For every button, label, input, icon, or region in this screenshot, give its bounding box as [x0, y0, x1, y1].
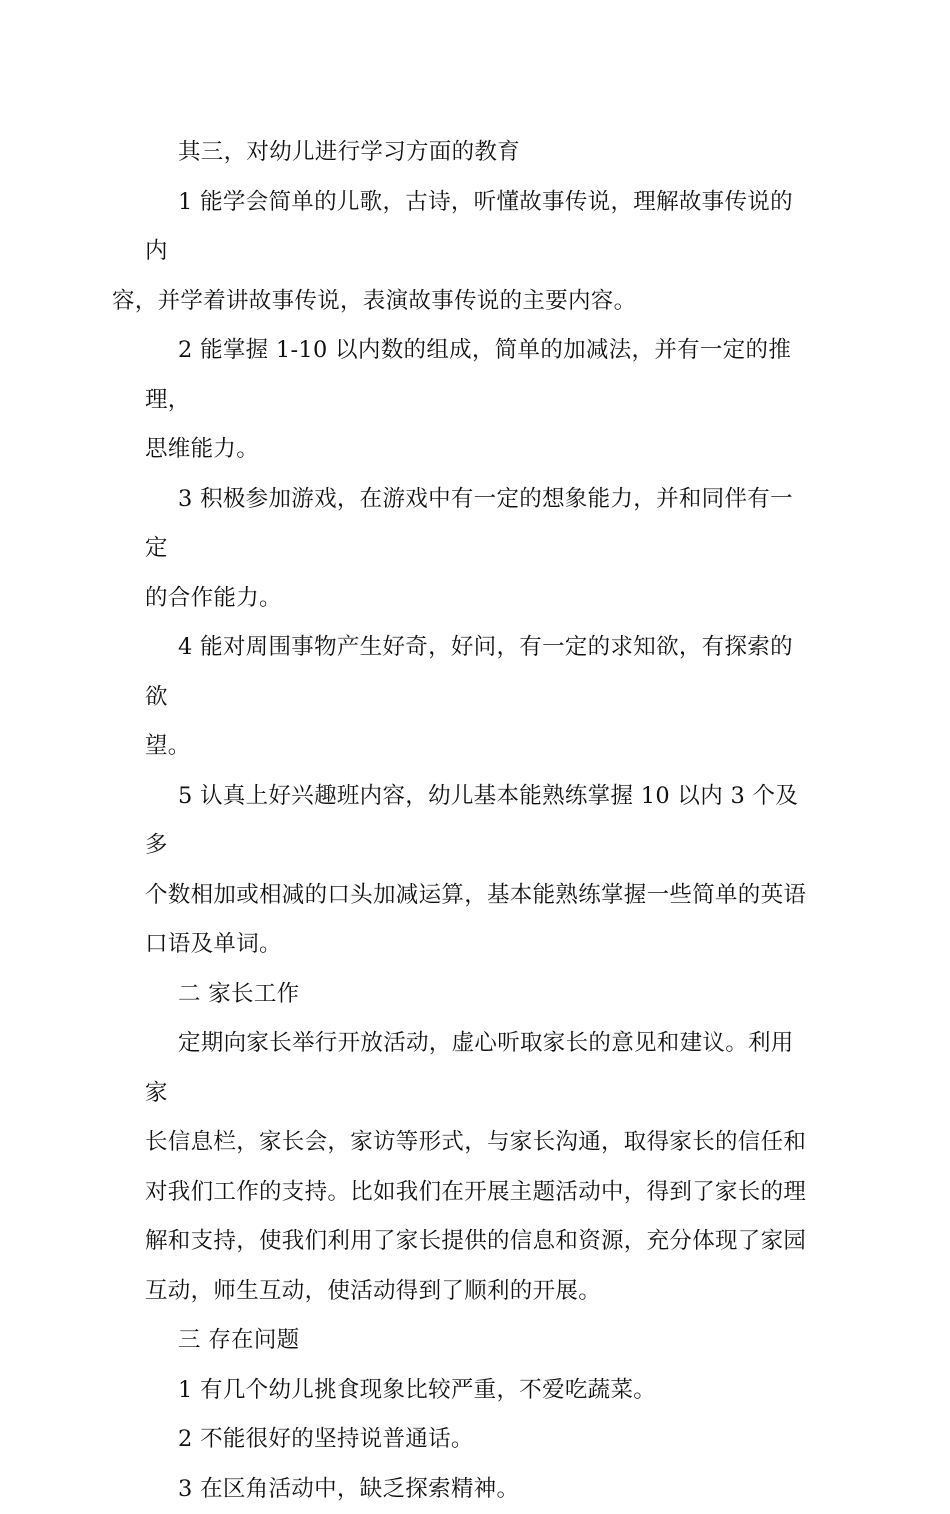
text-line: 4 能对周围事物产生好奇，好问，有一定的求知欲，有探索的欲: [145, 623, 810, 722]
text-line: 对我们工作的支持。比如我们在开展主题活动中，得到了家长的理: [112, 1168, 810, 1218]
heading-existing-problems: [145, 1316, 810, 1366]
text-line: 3 在区角活动中，缺乏探索精神。: [145, 1465, 810, 1514]
text-line: 思维能力。: [112, 425, 810, 475]
paragraph-parent-work: [145, 1019, 810, 1316]
text-line: 二 家长工作: [145, 970, 810, 1020]
text-line: 定期向家长举行开放活动，虚心听取家长的意见和建议。利用家: [145, 1019, 810, 1118]
text-line: 其三，对幼儿进行学习方面的教育: [145, 128, 810, 178]
text-line: 长信息栏，家长会，家访等形式，与家长沟通，取得家长的信任和: [112, 1118, 810, 1168]
text-line: 2 能掌握 1-10 以内数的组成，简单的加减法，并有一定的推理，: [145, 326, 810, 425]
paragraph-item-4-curiosity: [145, 623, 810, 772]
paragraph-section-three-heading: [145, 128, 810, 178]
text-line: 口语及单词。: [112, 920, 810, 970]
paragraph-problem-1: [145, 1366, 810, 1416]
paragraph-problem-2: [145, 1415, 810, 1465]
paragraph-item-5-interest-class: [145, 772, 810, 970]
text-line: 望。: [112, 722, 810, 772]
text-line: 1 有几个幼儿挑食现象比较严重，不爱吃蔬菜。: [145, 1366, 810, 1416]
paragraph-item-1-stories: [145, 178, 810, 327]
text-line: 解和支持，使我们利用了家长提供的信息和资源，充分体现了家园: [112, 1217, 810, 1267]
text-line: 容，并学着讲故事传说，表演故事传说的主要内容。: [112, 277, 810, 327]
heading-parent-work: [145, 970, 810, 1020]
text-line: 个数相加或相减的口头加减运算，基本能熟练掌握一些简单的英语: [112, 871, 810, 921]
document-body: [145, 128, 810, 1514]
paragraph-item-2-math: [145, 326, 810, 475]
text-line: 3 积极参加游戏，在游戏中有一定的想象能力，并和同伴有一定: [145, 475, 810, 574]
text-line: 三 存在问题: [145, 1316, 810, 1366]
text-line: 1 能学会简单的儿歌，古诗，听懂故事传说，理解故事传说的内: [145, 178, 810, 277]
text-line: 互动，师生互动，使活动得到了顺利的开展。: [112, 1267, 810, 1317]
text-line: 5 认真上好兴趣班内容，幼儿基本能熟练掌握 10 以内 3 个及多: [145, 772, 810, 871]
paragraph-problem-3: [145, 1465, 810, 1514]
text-line: 的合作能力。: [112, 574, 810, 624]
paragraph-item-3-games: [145, 475, 810, 624]
text-line: 2 不能很好的坚持说普通话。: [145, 1415, 810, 1465]
